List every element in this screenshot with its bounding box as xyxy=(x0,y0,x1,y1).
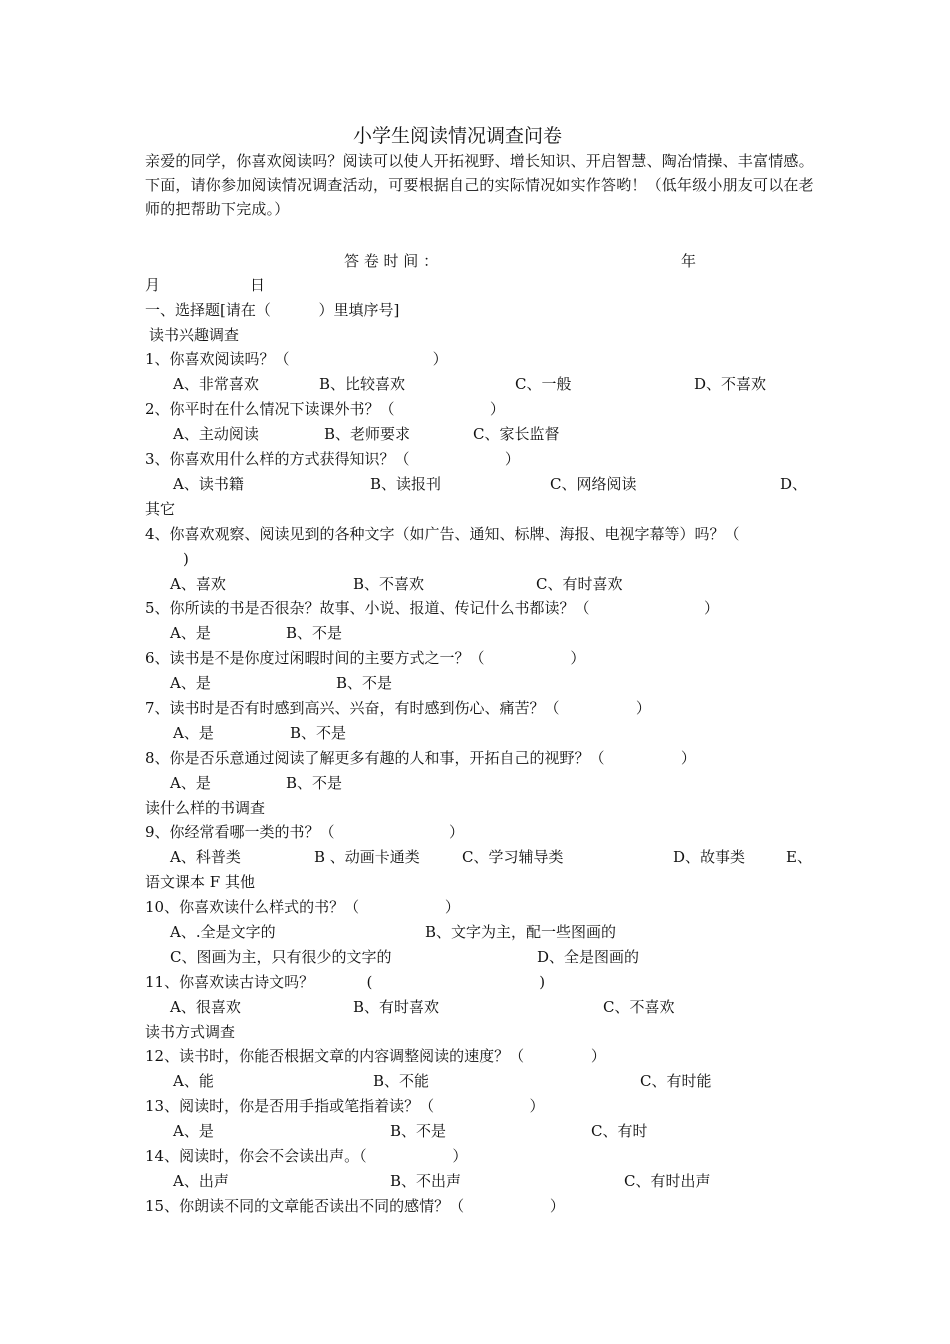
option-continued: 语文课本 F 其他 xyxy=(145,873,255,891)
question-15: 15、你朗读不同的文章能否读出不同的感情？（ ） xyxy=(145,1197,565,1215)
category-heading: 读书兴趣调查 xyxy=(149,326,240,344)
option: A、读书籍 xyxy=(173,475,244,493)
option: B 、动画卡通类 xyxy=(314,848,420,866)
option: C、一般 xyxy=(515,375,572,393)
option: B、有时喜欢 xyxy=(353,998,440,1016)
option: C、网络阅读 xyxy=(550,475,637,493)
question-13: 13、阅读时，你是否用手指或笔指着读？（ ） xyxy=(145,1097,545,1115)
section-title: 一、选择题[请在（ ）里填序号] xyxy=(145,301,400,319)
question-4: 4、你喜欢观察、阅读见到的各种文字（如广告、通知、标牌、海报、电视字幕等）吗？（ xyxy=(145,525,740,543)
option: B、文字为主，配一些图画的 xyxy=(425,923,617,941)
option: A、是 xyxy=(173,724,214,742)
option-continued: 其它 xyxy=(145,500,176,518)
question-11: 11、你喜欢读古诗文吗？ ( ) xyxy=(145,973,546,991)
question-3: 3、你喜欢用什么样的方式获得知识？（ ） xyxy=(145,450,520,468)
option: A、是 xyxy=(173,1122,214,1140)
option: C、有时能 xyxy=(640,1072,712,1090)
option: B、不是 xyxy=(336,674,393,692)
option: A、主动阅读 xyxy=(173,425,259,443)
option: C、有时喜欢 xyxy=(536,575,623,593)
option: E、 xyxy=(786,848,812,866)
option: B、不出声 xyxy=(390,1172,462,1190)
option: A、是 xyxy=(170,674,211,692)
option: D、全是图画的 xyxy=(537,948,640,966)
option: C、有时 xyxy=(591,1122,648,1140)
option: B、不喜欢 xyxy=(353,575,425,593)
question-7: 7、读书时是否有时感到高兴、兴奋，有时感到伤心、痛苦？（ ） xyxy=(145,699,651,717)
question-9: 9、你经常看哪一类的书？（ ） xyxy=(145,823,464,841)
option: A、能 xyxy=(173,1072,214,1090)
question-14: 14、阅读时，你会不会读出声。（ ） xyxy=(145,1147,468,1165)
option: C、图画为主，只有很少的文字的 xyxy=(170,948,392,966)
month-label: 月 xyxy=(145,276,161,294)
answer-time-label: 答 卷 时 间 ： xyxy=(344,252,439,270)
intro-paragraph: 亲爱的同学，你喜欢阅读吗？阅读可以使人开拓视野、增长知识、开启智慧、陶冶情操、丰富情感。下面，请你参加阅读情况调查活动，可要根据自己的实际情况如实作答哟！（低年级小朋友可以在老师的把帮助下完成。） xyxy=(145,152,814,218)
category-heading: 读书方式调查 xyxy=(145,1023,236,1041)
option: D、故事类 xyxy=(673,848,746,866)
option: B、老师要求 xyxy=(324,425,411,443)
option: A、出声 xyxy=(173,1172,229,1190)
option: A、.全是文字的 xyxy=(170,923,276,941)
option: B、读报刊 xyxy=(370,475,442,493)
option: B、不是 xyxy=(290,724,347,742)
option: D、不喜欢 xyxy=(694,375,767,393)
option: A、是 xyxy=(170,774,211,792)
option: A、是 xyxy=(170,624,211,642)
option: D、 xyxy=(780,475,808,493)
option: A、非常喜欢 xyxy=(173,375,259,393)
option: B、不是 xyxy=(390,1122,447,1140)
option: C、学习辅导类 xyxy=(462,848,564,866)
question-10: 10、你喜欢读什么样式的书？（ ） xyxy=(145,898,460,916)
question-8: 8、你是否乐意通过阅读了解更多有趣的人和事，开拓自己的视野？（ ） xyxy=(145,749,696,767)
option: A、很喜欢 xyxy=(170,998,241,1016)
category-heading: 读什么样的书调查 xyxy=(145,799,266,817)
option: C、不喜欢 xyxy=(603,998,675,1016)
option: B、不是 xyxy=(286,624,343,642)
year-label: 年 xyxy=(681,252,697,270)
option: B、不能 xyxy=(373,1072,430,1090)
question-6: 6、读书是不是你度过闲暇时间的主要方式之一？（ ） xyxy=(145,649,586,667)
option: B、比较喜欢 xyxy=(319,375,406,393)
question-2: 2、你平时在什么情况下读课外书？（ ） xyxy=(145,400,505,418)
question-1: 1、你喜欢阅读吗？（ ） xyxy=(145,350,448,368)
page-title: 小学生阅读情况调查问卷 xyxy=(353,125,563,147)
option: B、不是 xyxy=(286,774,343,792)
option: C、家长监督 xyxy=(473,425,560,443)
question-5: 5、你所读的书是否很杂？故事、小说、报道、传记什么书都读？（ ） xyxy=(145,599,719,617)
option: A、喜欢 xyxy=(170,575,226,593)
option: C、有时出声 xyxy=(624,1172,711,1190)
option: A、科普类 xyxy=(170,848,241,866)
day-label: 日 xyxy=(250,276,266,294)
question-4-closing: ) xyxy=(183,550,189,568)
question-12: 12、读书时，你能否根据文章的内容调整阅读的速度？（ ） xyxy=(145,1047,606,1065)
